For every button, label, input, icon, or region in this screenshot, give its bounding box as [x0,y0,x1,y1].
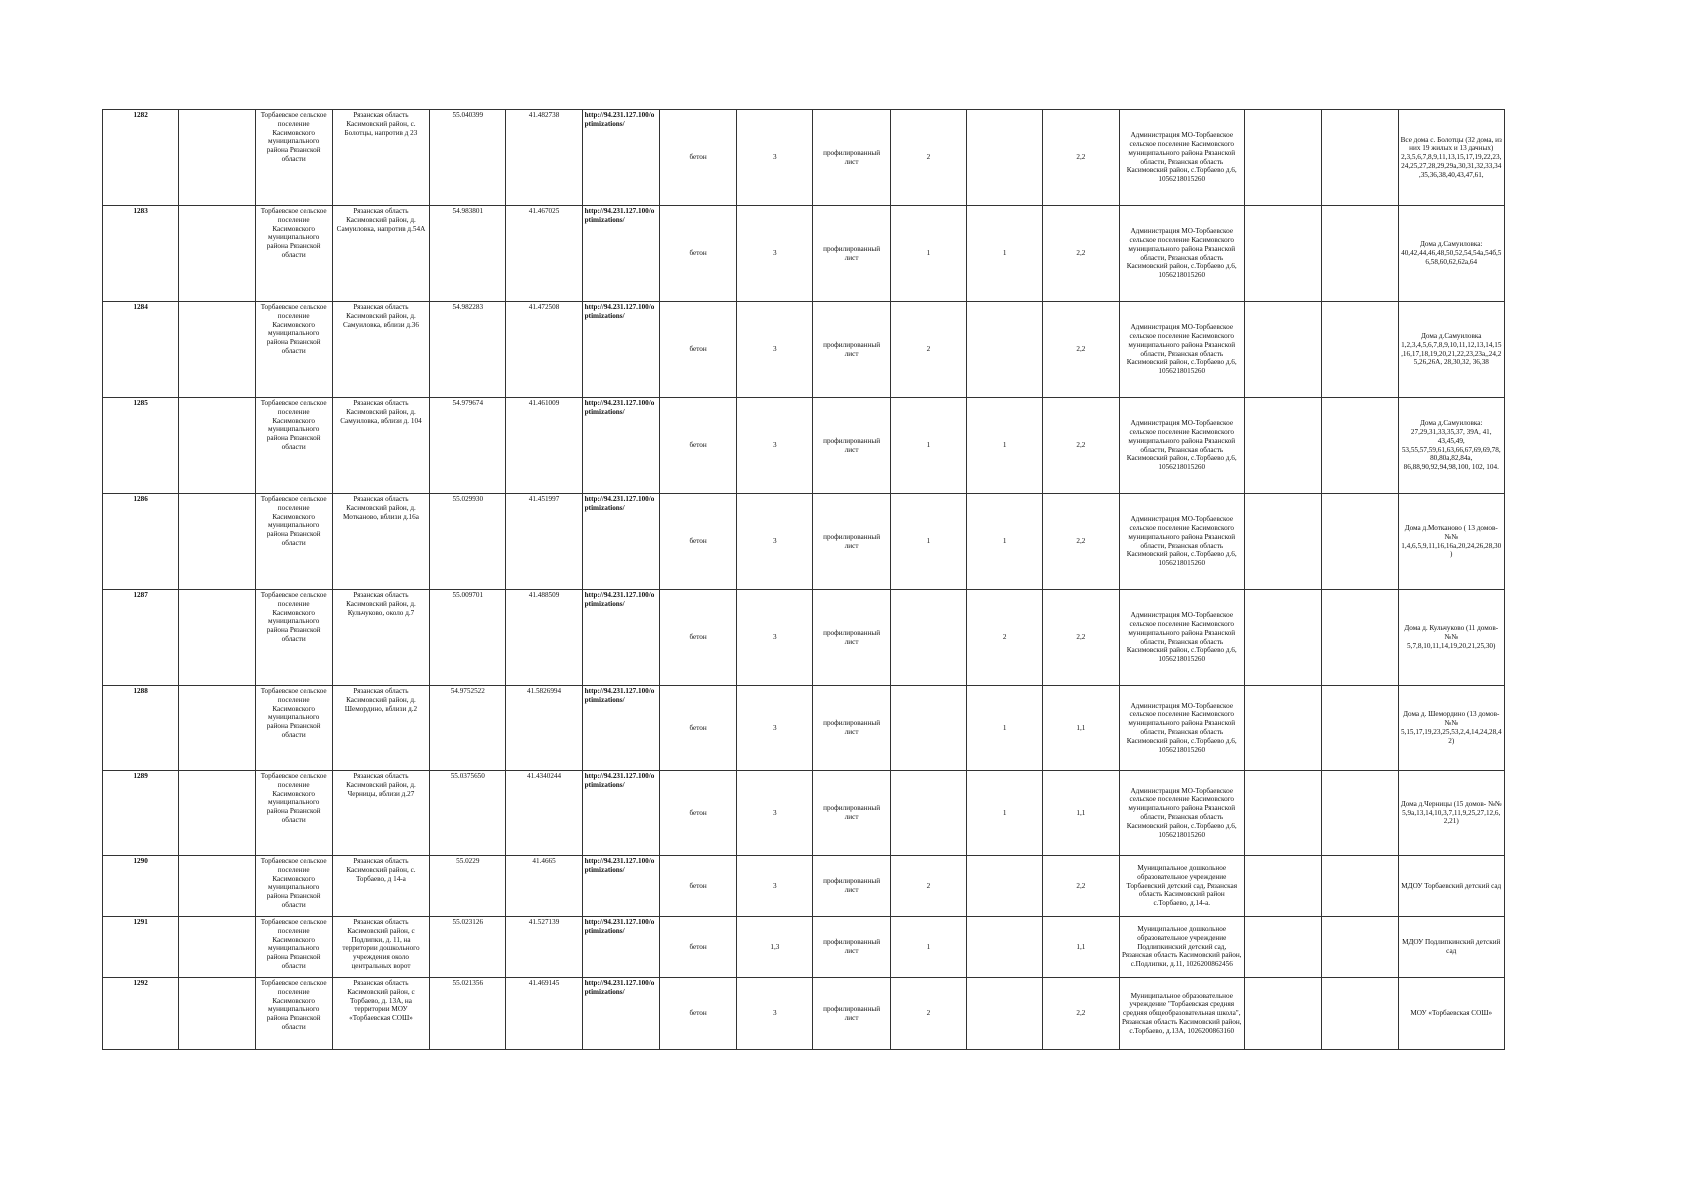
containers-planned-cell [967,302,1043,398]
longitude-cell: 41.461009 [506,398,582,494]
table-row [103,302,1505,398]
area-cell: 3 [737,978,813,1050]
address-cell: Рязанская область Касимовский район, д. Кульчуково, около д.7 [332,590,429,686]
address-cell: Рязанская область Касимовский район, д. Самуиловка, напротив д.54А [332,206,429,302]
served-buildings-cell: Дома д.Самуиловка: 40,42,44,46,48,50,52,54,54а,54б,56,58,60,62,62а,64 [1398,206,1505,302]
municipality-cell: Торбаевское сельское поселение Касимовского муниципального района Рязанской области [255,917,332,978]
owner-cell: Администрация МО-Торбаевское сельское поселение Касимовского муниципального района Рязанской области, Рязанская область Касимовский район, с.Торбаево д.6, 1056218015260 [1119,494,1244,590]
empty-cell [1244,978,1321,1050]
owner-cell: Муниципальное дошкольное образовательное учреждение Торбаевский детский сад, Рязанская область Касимовский район с.Торбаево, д.14-а. [1119,856,1244,917]
area-cell: 3 [737,856,813,917]
containers-planned-cell: 1 [967,771,1043,856]
empty-cell [1244,302,1321,398]
surface-cell: бетон [659,771,736,856]
empty-cell [1322,978,1398,1050]
empty-cell [179,302,255,398]
served-buildings-cell: Дома д.Черницы (15 домов- №№ 5,9а,13,14,10,3,7,11,9,25,27,12,6,2,21) [1398,771,1505,856]
empty-cell [1322,110,1398,206]
latitude-cell: 54.979674 [430,398,506,494]
owner-cell: Муниципальное образовательное учреждение "Торбаевская средняя средняя общеобразовательная школа", Рязанская область Касимовский район, с.Торбаево, д.13А, 1026200863160 [1119,978,1244,1050]
empty-cell [1244,686,1321,771]
containers-planned-cell: 1 [967,686,1043,771]
latitude-cell: 54.9752522 [430,686,506,771]
volume-cell: 2,2 [1043,302,1119,398]
longitude-cell: 41.482738 [506,110,582,206]
address-cell: Рязанская область Касимовский район, д. Самуиловка, вблизи д.36 [332,302,429,398]
empty-cell [179,978,255,1050]
owner-cell: Администрация МО-Торбаевское сельское поселение Касимовского муниципального района Рязанской области, Рязанская область Касимовский район, с.Торбаево д.6, 1056218015260 [1119,206,1244,302]
map-link[interactable]: http://94.231.127.100/optimizations/ [582,590,659,686]
surface-cell: бетон [659,590,736,686]
containers-cell: 2 [890,110,966,206]
empty-cell [1244,856,1321,917]
empty-cell [1322,686,1398,771]
table-row [103,686,1505,771]
containers-planned-cell: 2 [967,590,1043,686]
owner-cell: Администрация МО-Торбаевское сельское поселение Касимовского муниципального района Рязанской области, Рязанская область Касимовский район, с.Торбаево д.6, 1056218015260 [1119,398,1244,494]
map-link[interactable]: http://94.231.127.100/optimizations/ [582,206,659,302]
area-cell: 3 [737,686,813,771]
empty-cell [179,917,255,978]
row-number: 1288 [103,686,179,771]
map-link[interactable]: http://94.231.127.100/optimizations/ [582,978,659,1050]
volume-cell: 1,1 [1043,771,1119,856]
table-row [103,771,1505,856]
surface-cell: бетон [659,398,736,494]
surface-cell: бетон [659,686,736,771]
longitude-cell: 41.488509 [506,590,582,686]
waste-sites-table [102,109,1505,1050]
containers-planned-cell [967,917,1043,978]
served-buildings-cell: Дома д.Самуиловка 1,2,3,4,5,6,7,8,9,10,11,12,13,14,15,16,17,18,19,20,21,22,23,23а,,24,25,26,26А, 28,30,32, 36,38 [1398,302,1505,398]
row-number: 1282 [103,110,179,206]
owner-cell: Администрация МО-Торбаевское сельское поселение Касимовского муниципального района Рязанской области, Рязанская область Касимовский район, с.Торбаево д.6, 1056218015260 [1119,686,1244,771]
served-buildings-cell: Дома д.Самуиловка: 27,29,31,33,35,37, 39А, 41, 43,45,49, 53,55,57,59,61,63,66,67,69,69,78,80,80а,82,84а, 86,88,90,92,94,98,100, 102, 104. [1398,398,1505,494]
surface-cell: бетон [659,978,736,1050]
surface-cell: бетон [659,917,736,978]
table-row [103,917,1505,978]
containers-planned-cell: 1 [967,398,1043,494]
latitude-cell: 55.009701 [430,590,506,686]
fence-cell: профилированный лист [813,771,890,856]
empty-cell [1244,590,1321,686]
table-body [103,110,1505,1050]
address-cell: Рязанская область Касимовский район, д. Самуиловка, вблизи д. 104 [332,398,429,494]
empty-cell [1322,917,1398,978]
surface-cell: бетон [659,494,736,590]
fence-cell: профилированный лист [813,110,890,206]
owner-cell: Администрация МО-Торбаевское сельское поселение Касимовского муниципального района Рязанской области, Рязанская область Касимовский район, с.Торбаево д.6, 1056218015260 [1119,110,1244,206]
municipality-cell: Торбаевское сельское поселение Касимовского муниципального района Рязанской области [255,978,332,1050]
volume-cell: 2,2 [1043,978,1119,1050]
map-link[interactable]: http://94.231.127.100/optimizations/ [582,686,659,771]
map-link[interactable]: http://94.231.127.100/optimizations/ [582,771,659,856]
owner-cell: Муниципальное дошкольное образовательное учреждение Подлипкинский детский сад, Рязанская область Касимовский район, с.Подлипки, д.11, 1026200862456 [1119,917,1244,978]
containers-cell [890,771,966,856]
municipality-cell: Торбаевское сельское поселение Касимовского муниципального района Рязанской области [255,590,332,686]
area-cell: 3 [737,590,813,686]
volume-cell: 1,1 [1043,686,1119,771]
empty-cell [179,494,255,590]
empty-cell [1244,494,1321,590]
map-link[interactable]: http://94.231.127.100/optimizations/ [582,856,659,917]
latitude-cell: 55.040399 [430,110,506,206]
area-cell: 3 [737,110,813,206]
row-number: 1287 [103,590,179,686]
containers-cell: 1 [890,494,966,590]
municipality-cell: Торбаевское сельское поселение Касимовского муниципального района Рязанской области [255,206,332,302]
empty-cell [1322,302,1398,398]
empty-cell [1244,917,1321,978]
row-number: 1291 [103,917,179,978]
area-cell: 1,3 [737,917,813,978]
area-cell: 3 [737,302,813,398]
served-buildings-cell: Дома д.Мотканово ( 13 домов- №№ 1,4,6,5,9,11,16,16а,20,24,26,28,30) [1398,494,1505,590]
served-buildings-cell: МДОУ Подлипкинский детский сад [1398,917,1505,978]
table-row [103,110,1505,206]
empty-cell [1244,110,1321,206]
municipality-cell: Торбаевское сельское поселение Касимовского муниципального района Рязанской области [255,856,332,917]
address-cell: Рязанская область Касимовский район, с. Болотцы, напротив д 23 [332,110,429,206]
fence-cell: профилированный лист [813,398,890,494]
latitude-cell: 55.0229 [430,856,506,917]
map-link[interactable]: http://94.231.127.100/optimizations/ [582,398,659,494]
served-buildings-cell: Дома д. Кульчуково (11 домов- №№ 5,7,8,10,11,14,19,20,21,25,30) [1398,590,1505,686]
containers-cell: 2 [890,302,966,398]
containers-planned-cell: 1 [967,494,1043,590]
served-buildings-cell: МОУ «Торбаевская СОШ» [1398,978,1505,1050]
latitude-cell: 55.0375650 [430,771,506,856]
map-link[interactable]: http://94.231.127.100/optimizations/ [582,917,659,978]
empty-cell [1244,398,1321,494]
row-number: 1284 [103,302,179,398]
municipality-cell: Торбаевское сельское поселение Касимовского муниципального района Рязанской области [255,398,332,494]
longitude-cell: 41.469145 [506,978,582,1050]
area-cell: 3 [737,398,813,494]
empty-cell [1322,398,1398,494]
address-cell: Рязанская область Касимовский район, д. Черницы, вблизи д.27 [332,771,429,856]
table-row [103,856,1505,917]
longitude-cell: 41.4340244 [506,771,582,856]
fence-cell: профилированный лист [813,302,890,398]
table-row [103,494,1505,590]
fence-cell: профилированный лист [813,686,890,771]
area-cell: 3 [737,771,813,856]
longitude-cell: 41.467025 [506,206,582,302]
address-cell: Рязанская область Касимовский район, с Торбаево, д. 13А, на территории МОУ «Торбаевская СОШ» [332,978,429,1050]
latitude-cell: 55.029930 [430,494,506,590]
row-number: 1283 [103,206,179,302]
empty-cell [179,856,255,917]
municipality-cell: Торбаевское сельское поселение Касимовского муниципального района Рязанской области [255,686,332,771]
longitude-cell: 41.451997 [506,494,582,590]
municipality-cell: Торбаевское сельское поселение Касимовского муниципального района Рязанской области [255,771,332,856]
table-row [103,398,1505,494]
empty-cell [179,206,255,302]
table-row [103,590,1505,686]
map-link[interactable]: http://94.231.127.100/optimizations/ [582,110,659,206]
fence-cell: профилированный лист [813,206,890,302]
address-cell: Рязанская область Касимовский район, д. Мотканово, вблизи д.16а [332,494,429,590]
longitude-cell: 41.527139 [506,917,582,978]
volume-cell: 1,1 [1043,917,1119,978]
empty-cell [179,110,255,206]
owner-cell: Администрация МО-Торбаевское сельское поселение Касимовского муниципального района Рязанской области, Рязанская область Касимовский район, с.Торбаево д.6, 1056218015260 [1119,771,1244,856]
address-cell: Рязанская область Касимовский район, д. Шемордино, вблизи д.2 [332,686,429,771]
longitude-cell: 41.472508 [506,302,582,398]
containers-planned-cell: 1 [967,206,1043,302]
containers-cell: 1 [890,917,966,978]
empty-cell [1322,856,1398,917]
surface-cell: бетон [659,206,736,302]
containers-cell [890,686,966,771]
map-link[interactable]: http://94.231.127.100/optimizations/ [582,302,659,398]
address-cell: Рязанская область Касимовский район, с. Торбаево, д 14-а [332,856,429,917]
row-number: 1292 [103,978,179,1050]
volume-cell: 2,2 [1043,110,1119,206]
served-buildings-cell: Дома д. Шемордино (13 домов- №№ 5,15,17,19,23,25,53,2,4,14,24,28,42) [1398,686,1505,771]
address-cell: Рязанская область Касимовский район, с Подлипки, д. 11, на территории дошкольного учреждения около центральных ворот [332,917,429,978]
latitude-cell: 55.021356 [430,978,506,1050]
municipality-cell: Торбаевское сельское поселение Касимовского муниципального района Рязанской области [255,494,332,590]
containers-cell: 2 [890,856,966,917]
municipality-cell: Торбаевское сельское поселение Касимовского муниципального района Рязанской области [255,110,332,206]
volume-cell: 2,2 [1043,494,1119,590]
volume-cell: 2,2 [1043,206,1119,302]
row-number: 1289 [103,771,179,856]
fence-cell: профилированный лист [813,978,890,1050]
empty-cell [1322,206,1398,302]
served-buildings-cell: МДОУ Торбаевский детский сад [1398,856,1505,917]
row-number: 1285 [103,398,179,494]
registry-sheet [102,109,1505,1050]
area-cell: 3 [737,494,813,590]
empty-cell [1244,206,1321,302]
empty-cell [1322,771,1398,856]
fence-cell: профилированный лист [813,590,890,686]
containers-planned-cell [967,856,1043,917]
containers-cell: 1 [890,398,966,494]
municipality-cell: Торбаевское сельское поселение Касимовского муниципального района Рязанской области [255,302,332,398]
containers-cell [890,590,966,686]
fence-cell: профилированный лист [813,856,890,917]
area-cell: 3 [737,206,813,302]
row-number: 1290 [103,856,179,917]
volume-cell: 2,2 [1043,398,1119,494]
fence-cell: профилированный лист [813,917,890,978]
surface-cell: бетон [659,302,736,398]
empty-cell [179,590,255,686]
volume-cell: 2,2 [1043,856,1119,917]
latitude-cell: 54.983801 [430,206,506,302]
table-row [103,978,1505,1050]
containers-cell: 2 [890,978,966,1050]
table-row [103,206,1505,302]
empty-cell [179,771,255,856]
containers-planned-cell [967,978,1043,1050]
row-number: 1286 [103,494,179,590]
longitude-cell: 41.4665 [506,856,582,917]
served-buildings-cell: Все дома с. Болотцы (32 дома, из них 19 жилых и 13 дачных) 2,3,5,6,7,8,9,11,13,15,17,19,22,23,24,25,27,28,29,29а,30,31,32,33,34,35,36,38,40,43,47,61, [1398,110,1505,206]
empty-cell [1244,771,1321,856]
longitude-cell: 41.5826994 [506,686,582,771]
empty-cell [1322,494,1398,590]
empty-cell [1322,590,1398,686]
fence-cell: профилированный лист [813,494,890,590]
latitude-cell: 54.982283 [430,302,506,398]
containers-planned-cell [967,110,1043,206]
latitude-cell: 55.023126 [430,917,506,978]
owner-cell: Администрация МО-Торбаевское сельское поселение Касимовского муниципального района Рязанской области, Рязанская область Касимовский район, с.Торбаево д.6, 1056218015260 [1119,590,1244,686]
owner-cell: Администрация МО-Торбаевское сельское поселение Касимовского муниципального района Рязанской области, Рязанская область Касимовский район, с.Торбаево д.6, 1056218015260 [1119,302,1244,398]
containers-cell: 1 [890,206,966,302]
volume-cell: 2,2 [1043,590,1119,686]
empty-cell [179,398,255,494]
surface-cell: бетон [659,856,736,917]
map-link[interactable]: http://94.231.127.100/optimizations/ [582,494,659,590]
surface-cell: бетон [659,110,736,206]
empty-cell [179,686,255,771]
